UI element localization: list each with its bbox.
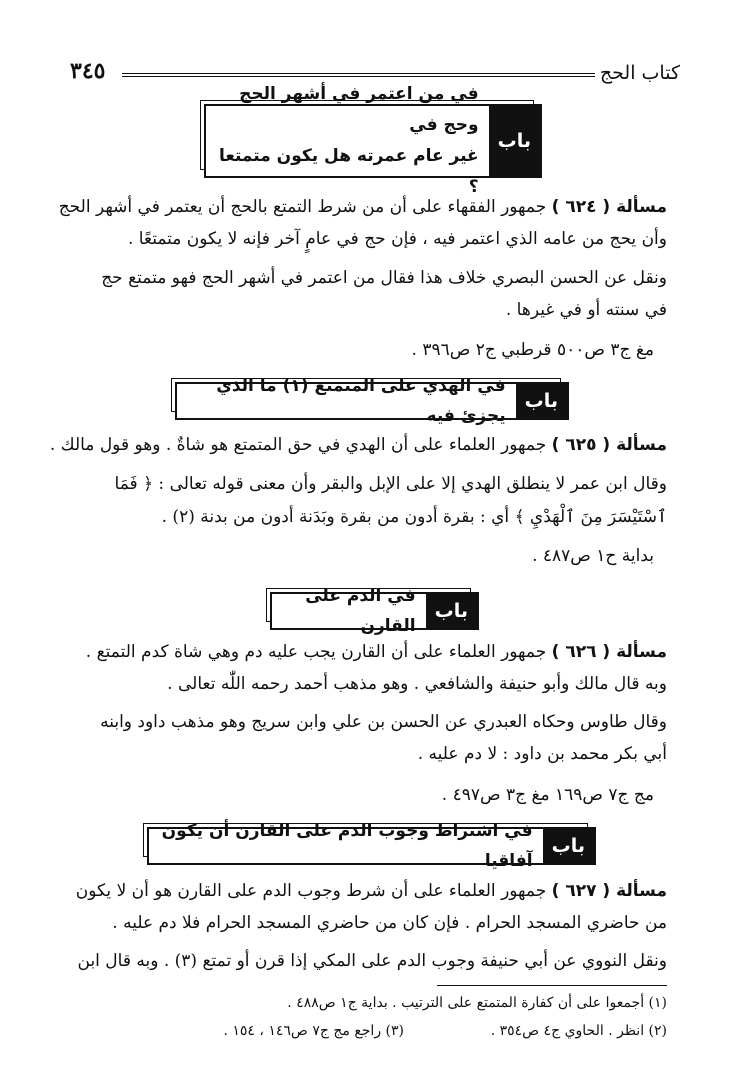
- paragraph-line: وأن يحج من عامه الذي اعتمر فيه ، فإن حج في عامٍ آخر فإنه لا يكون متمتعًا .: [128, 229, 667, 249]
- chapter-heading-1: [204, 84, 542, 197]
- footnote-3: (٣) راجع مج ج٧ ص١٤٦ ، ١٥٤ .: [223, 1023, 404, 1039]
- chapter-title: في الدم على القارن: [305, 586, 416, 636]
- chapter-heading-4: [147, 821, 596, 871]
- chapter-title-line-1: في من اعتمر في أشهر الحج وحج في: [239, 84, 479, 135]
- masala-number: مسألة ( ٦٢٧ ): [551, 881, 667, 901]
- paragraph-line: ٱسْتَيْسَرَ مِنَ ٱلْهَدْيِ ﴾ أي : بقرة أدون من بقرة وبَدَنة أدون من بدنة (٢) .: [161, 507, 667, 527]
- paragraph-line: مسألة ( ٦٢٥ ) جمهور العلماء على أن الهدي في حق المتمتع هو شاةٌ . وهو قول مالك .: [49, 435, 667, 455]
- reference-line: مج ج٧ ص١٦٩ مغ ج٣ ص٤٩٧ .: [441, 785, 654, 805]
- paragraph-line: ونقل النووي عن أبي حنيفة وجوب الدم على المكي إذا قرن أو تمتع (٣) . وبه قال ابن: [77, 951, 667, 971]
- paragraph-line: ونقل عن الحسن البصري خلاف هذا فقال من اعتمر في أشهر الحج فهو متمتع حج: [101, 268, 667, 288]
- paragraph-line: في سنته أو في غيرها .: [505, 300, 667, 320]
- paragraph-line: وقال ابن عمر لا ينطلق الهدي إلا على الإبل والبقر وأن معنى قوله تعالى : ﴿ فَمَا: [114, 474, 667, 494]
- reference-line: بداية ح١ ص٤٨٧ .: [532, 546, 654, 566]
- reference-line: مغ ج٣ ص٥٠٠ قرطبي ج٢ ص٣٩٦ .: [411, 340, 654, 360]
- footnote-2: (٢) انظر . الحاوي ج٤ ص٣٥٤ .: [490, 1023, 667, 1039]
- book-title: كتاب الحج: [599, 62, 680, 84]
- masala-number: مسألة ( ٦٢٦ ): [551, 642, 667, 662]
- chapter-title: في الهدي على المتمتع (١) ما الذي يجزئ فيه: [216, 376, 506, 426]
- paragraph-line: مسألة ( ٦٢٦ ) جمهور العلماء على أن القارن يجب عليه دم وهي شاة كدم التمتع .: [85, 642, 667, 662]
- chapter-label: باب: [489, 106, 540, 176]
- masala-number: مسألة ( ٦٢٥ ): [551, 435, 667, 455]
- chapter-label: باب: [516, 384, 567, 418]
- chapter-label: باب: [426, 594, 477, 628]
- paragraph-line: مسألة ( ٦٢٤ ) جمهور الفقهاء على أن من شرط التمتع بالحج أن يعتمر في أشهر الحج: [58, 197, 667, 217]
- footnote-1: (١) أجمعوا على أن كفارة المتمتع على الترتيب . بداية ج١ ص٤٨٨ .: [287, 995, 667, 1011]
- chapter-heading-3: [270, 586, 479, 636]
- header-rule: [122, 73, 595, 77]
- masala-number: مسألة ( ٦٢٤ ): [551, 197, 667, 217]
- paragraph-line: مسألة ( ٦٢٧ ) جمهور العلماء على أن شرط وجوب الدم على القارن هو أن لا يكون: [75, 881, 667, 901]
- paragraph-line: وبه قال مالك وأبو حنيفة والشافعي . وهو مذهب أحمد رحمه اللّٰه تعالى .: [167, 674, 667, 694]
- chapter-label: باب: [543, 829, 594, 863]
- chapter-title: في اشتراط وجوب الدم على القارن أن يكون آفاقيا: [161, 821, 533, 871]
- paragraph-line: من حاضري المسجد الحرام . فإن كان من حاضري المسجد الحرام فلا دم عليه .: [112, 913, 667, 933]
- paragraph-line: وقال طاوس وحكاه العبدري عن الحسن بن علي وابن سريج وهو مذهب داود وابنه: [100, 712, 667, 732]
- page-number: ٣٤٥: [70, 58, 106, 84]
- chapter-title-line-2: غير عام عمرته هل يكون متمتعا ؟: [218, 146, 479, 197]
- footnote-rule: [437, 985, 667, 986]
- paragraph-line: أبي بكر محمد بن داود : لا دم عليه .: [417, 744, 667, 764]
- chapter-heading-2: [175, 376, 569, 426]
